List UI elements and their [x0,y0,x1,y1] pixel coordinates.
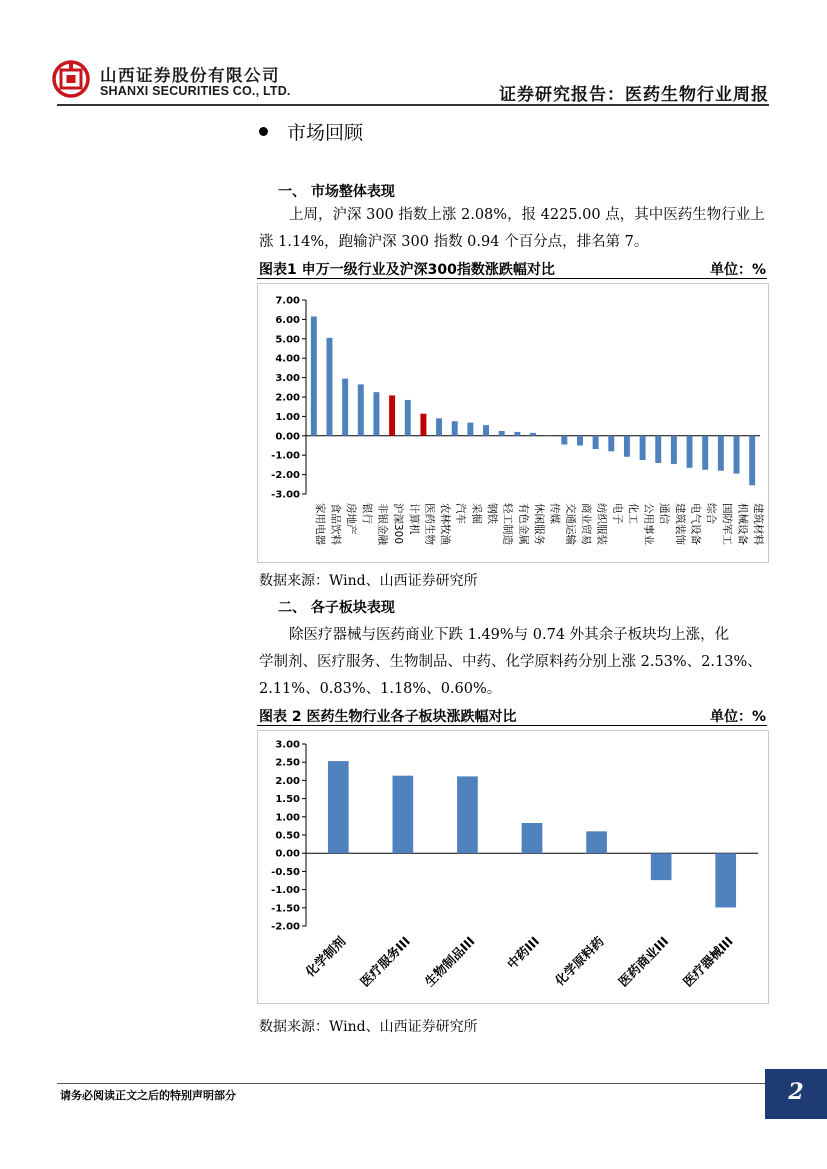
chart1-y-tick-label: 7.00 [275,295,300,307]
chart2-category-label: 中药III [503,933,543,972]
chart1-bar [436,418,442,435]
chart1-bar [467,423,473,436]
chart1-y-tick-label: -1.00 [271,450,300,462]
chart2-y-tick-label: 1.00 [275,812,300,824]
chart1-bar [687,436,693,468]
chart1-bar [546,436,552,437]
chart1-bar [327,338,333,436]
chart2-y-tick-label: -2.00 [271,921,300,933]
chart1-y-tick-label: -2.00 [271,470,300,482]
figure2-chart-svg [258,731,768,1003]
chart1-category-label: 综合 [705,503,718,524]
chart1-bar [718,436,724,471]
chart1-y-tick-label: 5.00 [275,334,300,346]
page-number: 2 [788,1079,804,1105]
chart1-bar [608,436,614,452]
chart1-category-label: 建筑装饰 [673,503,686,545]
chart1-bar [483,425,489,436]
chart2-category-label: 生物制品III [421,933,478,990]
chart1-category-label: 公用事业 [642,503,655,545]
chart1-bar [671,436,677,464]
chart2-y-tick-label: 2.00 [275,775,300,787]
chart2-y-tick-label: -1.00 [271,885,300,897]
chart2-category-label: 化学原料药 [551,933,607,989]
figure1-chart [257,283,769,563]
chart2-y-tick-label: 0.00 [275,848,300,860]
figure1-title: 图表1 申万一级行业及沪深300指数涨跌幅对比 [259,262,555,278]
figure1-title-rule [257,278,767,279]
chart2-bar [393,776,414,854]
footer-disclaimer-note: 请务必阅读正文之后的特别声明部分 [60,1089,236,1102]
chart1-category-label: 轻工制造 [501,503,514,545]
chart2-bar [328,761,349,853]
figure2-title: 图表 2 医药生物行业各子板块涨跌幅对比 [259,709,517,725]
chart2-category-label: 化学制剂 [302,933,349,980]
chart1-category-label: 钢铁 [486,503,499,524]
chart2-bar [522,823,543,853]
chart1-category-label: 汽车 [454,503,467,524]
chart1-category-label: 计算机 [407,503,420,535]
chart1-y-tick-label: -3.00 [271,489,300,501]
chart2-category-label: 医疗器械III [680,933,736,990]
chart1-category-label: 化工 [626,503,639,524]
chart1-category-label: 商业贸易 [579,503,592,545]
section-bullet-icon [259,127,268,136]
chart1-category-label: 沪深300 [392,503,405,545]
chart1-category-label: 银行 [360,503,373,524]
part2-paragraph-line2: 学制剂、医疗服务、生物制品、中药、化学原料药分别上涨 2.53%、2.13%、 [259,654,762,670]
chart1-category-label: 医药生物 [423,503,436,545]
figure2-source: 数据来源：Wind、山西证券研究所 [259,1019,478,1035]
footer-divider [57,1083,769,1084]
chart1-category-label: 通信 [658,503,671,524]
figure2-title-rule [257,725,767,726]
chart1-bar [373,392,379,436]
chart2-y-tick-label: 2.50 [275,757,300,769]
company-name-en: SHANXI SECURITIES CO., LTD. [100,84,291,98]
figure2-unit: 单位：% [709,709,766,725]
chart1-y-tick-label: 3.00 [275,373,300,385]
chart1-category-label: 传媒 [548,503,561,524]
shanxi-securities-logo-icon [52,60,90,98]
chart1-y-tick-label: 1.00 [275,411,300,423]
chart1-bar [702,436,708,470]
chart1-bar [577,436,583,446]
chart1-bar [452,421,458,436]
chart1-category-label: 房地产 [345,503,358,535]
figure2-chart [257,730,769,1004]
chart1-bar [499,431,505,436]
chart2-y-tick-label: 1.50 [275,794,300,806]
chart2-y-tick-label: -0.50 [271,866,300,878]
chart2-bar [457,776,478,853]
chart1-bar [311,316,317,435]
figure1-source: 数据来源：Wind、山西证券研究所 [259,573,478,589]
chart2-category-label: 医疗服务III [357,933,413,990]
chart1-bar [389,395,395,435]
chart2-y-tick-label: -1.50 [271,903,300,915]
chart1-bar [655,436,661,463]
chart1-bar [561,436,567,445]
chart2-category-label: 医药商业III [615,933,672,990]
chart1-y-tick-label: 6.00 [275,314,300,326]
chart1-bar [342,379,348,436]
part2-paragraph-line1: 除医疗器械与医药商业下跌 1.49%与 0.74 外其余子板块均上涨，化 [289,627,730,643]
chart1-category-label: 家用电器 [313,503,326,545]
chart1-category-label: 农林牧渔 [439,503,452,545]
chart1-bar [624,436,630,457]
chart1-bar [749,436,755,485]
chart1-category-label: 电子 [611,503,624,524]
chart1-category-label: 休闲服务 [533,503,545,545]
chart2-y-tick-label: 0.50 [275,830,300,842]
section-heading: 市场回顾 [287,122,364,144]
part2-subheading: 二、 各子板块表现 [278,600,395,616]
chart1-category-label: 有色金属 [517,503,530,545]
chart1-category-label: 国防军工 [720,503,733,545]
chart1-bar [514,432,520,436]
chart1-category-label: 建筑材料 [752,503,765,545]
chart1-category-label: 纺织服装 [595,503,608,545]
chart2-y-tick-label: 3.00 [275,739,300,751]
figure1-chart-svg [258,284,768,562]
header-divider [57,104,769,106]
chart1-bar [640,436,646,460]
part1-paragraph-line2: 涨 1.14%，跑输沪深 300 指数 0.94 个百分点，排名第 7。 [259,234,649,250]
chart1-bar [734,436,740,474]
chart1-category-label: 采掘 [470,503,483,524]
chart1-category-label: 交通运输 [564,503,577,545]
chart1-bar [405,400,411,436]
part1-subheading: 一、 市场整体表现 [278,184,395,200]
part2-paragraph-line3: 2.11%、0.83%、1.18%、0.60%。 [259,681,502,697]
chart1-category-label: 电气设备 [689,503,702,545]
chart1-category-label: 非银金融 [376,503,389,545]
report-title: 证券研究报告：医药生物行业周报 [499,85,769,105]
chart1-y-tick-label: 2.00 [275,392,300,404]
chart1-y-tick-label: 4.00 [275,353,300,365]
chart1-bar [593,436,599,449]
part1-paragraph-line1: 上周，沪深 300 指数上涨 2.08%，报 4225.00 点，其中医药生物行业上 [289,207,765,223]
chart2-bar [715,853,736,907]
chart1-y-tick-label: 0.00 [275,431,300,443]
chart1-bar [530,433,536,436]
chart1-category-label: 机械设备 [736,503,749,545]
chart1-bar [420,414,426,436]
company-name-cn: 山西证券股份有限公司 [100,66,280,85]
chart1-category-label: 食品饮料 [329,503,342,545]
chart2-bar [651,853,672,880]
figure1-unit: 单位：% [709,262,766,278]
chart2-bar [586,831,607,853]
chart1-bar [358,384,364,435]
